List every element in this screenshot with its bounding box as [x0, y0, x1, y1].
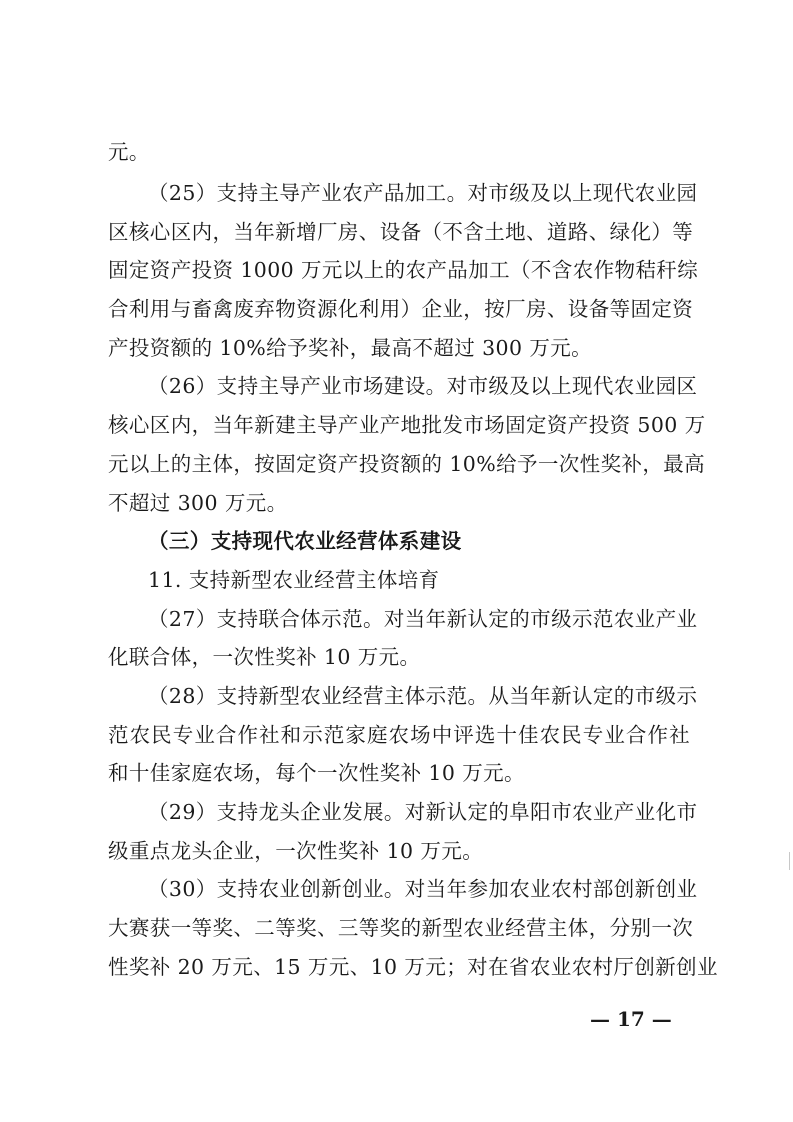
paragraph-26-line-3: 元以上的主体，按固定资产投资额的 10%给予一次性奖补，最高 — [108, 452, 706, 476]
subsection-heading: 11. 支持新型农业经营主体培育 — [148, 568, 440, 592]
page-number: — 17 — — [590, 1007, 672, 1031]
paragraph-30-line-1: （30）支持农业创新创业。对当年参加农业农村部创新创业 — [148, 877, 698, 901]
paragraph-28-line-3: 和十佳家庭农场，每个一次性奖补 10 万元。 — [108, 761, 525, 785]
text-line-continuation: 元。 — [108, 140, 150, 164]
paragraph-29-line-2: 级重点龙头企业，一次性奖补 10 万元。 — [108, 839, 484, 863]
section-heading: （三）支持现代农业经营体系建设 — [148, 529, 462, 553]
paragraph-26-line-2: 核心区内，当年新建主导产业产地批发市场固定资产投资 500 万 — [108, 413, 706, 437]
paragraph-26-line-1: （26）支持主导产业市场建设。对市级及以上现代农业园区 — [148, 374, 698, 398]
scan-edge-mark — [789, 852, 790, 870]
paragraph-30-line-3: 性奖补 20 万元、15 万元、10 万元；对在省农业农村厅创新创业 — [108, 955, 718, 979]
paragraph-25-line-5: 产投资额的 10%给予奖补，最高不超过 300 万元。 — [108, 336, 593, 360]
paragraph-27-line-1: （27）支持联合体示范。对当年新认定的市级示范农业产业 — [148, 607, 698, 631]
paragraph-25-line-2: 区核心区内，当年新增厂房、设备（不含土地、道路、绿化）等 — [108, 220, 694, 244]
paragraph-25-line-4: 合利用与畜禽废弃物资源化利用）企业，按厂房、设备等固定资 — [108, 297, 694, 321]
paragraph-29-line-1: （29）支持龙头企业发展。对新认定的阜阳市农业产业化市 — [148, 800, 698, 824]
paragraph-26-line-4: 不超过 300 万元。 — [108, 491, 288, 515]
paragraph-28-line-2: 范农民专业合作社和示范家庭农场中评选十佳农民专业合作社 — [108, 723, 690, 747]
paragraph-25-line-3: 固定资产投资 1000 万元以上的农产品加工（不含农作物秸秆综 — [108, 258, 699, 282]
paragraph-30-line-2: 大赛获一等奖、二等奖、三等奖的新型农业经营主体，分别一次 — [108, 916, 694, 940]
paragraph-25-line-1: （25）支持主导产业农产品加工。对市级及以上现代农业园 — [148, 181, 698, 205]
paragraph-27-line-2: 化联合体，一次性奖补 10 万元。 — [108, 645, 421, 669]
paragraph-28-line-1: （28）支持新型农业经营主体示范。从当年新认定的市级示 — [148, 684, 698, 708]
